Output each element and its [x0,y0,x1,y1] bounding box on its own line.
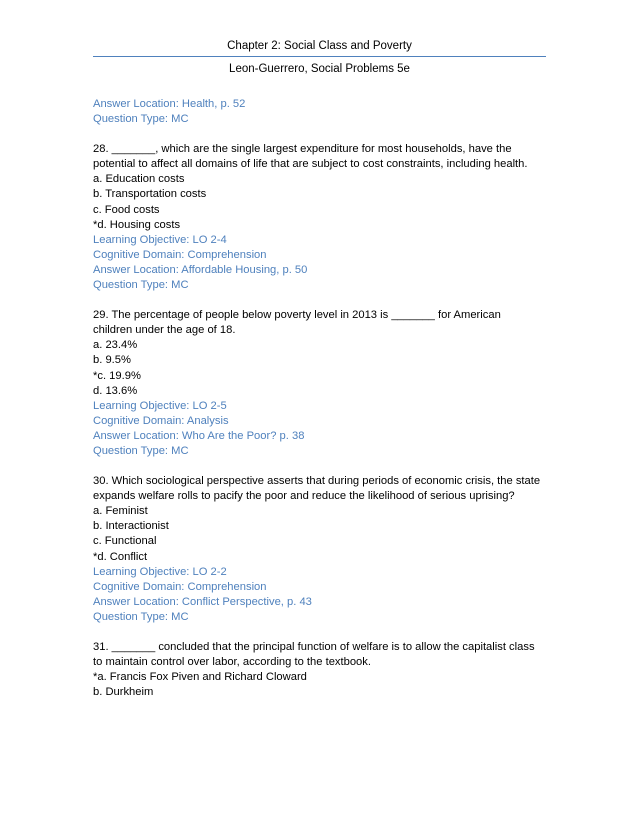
answer-option: c. Functional [93,535,157,548]
spacer [93,127,543,142]
answer-option: b. Interactionist [93,520,169,533]
answer-option: b. 9.5% [93,354,131,367]
answer-option: a. Feminist [93,505,148,518]
answer-option: a. Education costs [93,173,185,186]
question-block [93,640,543,700]
question-stem: 31. _______ concluded that the principal function of welfare is to allow the capitalist class to maintain control over labor, according to the textbook. [93,641,535,669]
question-stem: 28. _______, which are the single largest expenditure for most households, have the potential to affect all domains of life that are subject to cost constraints, including health. [93,143,528,171]
answer-option: *d. Conflict [93,550,148,563]
page-header [93,38,546,77]
answer-option: *c. 19.9% [93,369,141,382]
answer-location: Answer Location: Who Are the Poor? p. 38 [93,429,305,442]
answer-location: Answer Location: Affordable Housing, p. 50 [93,263,308,276]
answer-option: *d. Housing costs [93,218,181,231]
question-type: Question Type: MC [93,444,189,457]
spacer [93,293,543,308]
question-block [93,142,543,293]
cognitive-domain: Cognitive Domain: Comprehension [93,248,267,261]
answer-option: d. 13.6% [93,384,138,397]
spacer [93,459,543,474]
cognitive-domain: Cognitive Domain: Comprehension [93,580,267,593]
question-type: Question Type: MC [93,610,189,623]
document-body [93,97,543,700]
answer-option: a. 23.4% [93,339,138,352]
learning-objective: Learning Objective: LO 2-4 [93,233,227,246]
answer-option: *a. Francis Fox Piven and Richard Cloward [93,671,307,684]
header-rule [93,56,546,57]
answer-option: b. Transportation costs [93,188,207,201]
question-type: Question Type: MC [93,113,189,126]
question-type: Question Type: MC [93,279,189,292]
learning-objective: Learning Objective: LO 2-5 [93,399,227,412]
answer-option: c. Food costs [93,203,160,216]
spacer [93,625,543,640]
answer-location: Answer Location: Health, p. 52 [93,98,246,110]
header-subtitle: Leon-Guerrero, Social Problems 5e [229,63,410,75]
question-block [93,474,543,625]
question-stem: 30. Which sociological perspective asserts that during periods of economic crisis, the state expands welfare rolls to pacify the poor and reduce the likelihood of serious uprising? [93,475,541,503]
answer-option: b. Durkheim [93,686,154,699]
question-block [93,308,543,459]
answer-location: Answer Location: Conflict Perspective, p. 43 [93,595,312,608]
question-stem: 29. The percentage of people below poverty level in 2013 is _______ for American children under the age of 18. [93,309,501,337]
learning-objective: Learning Objective: LO 2-2 [93,565,227,578]
cognitive-domain: Cognitive Domain: Analysis [93,414,229,427]
header-title: Chapter 2: Social Class and Poverty [227,40,412,52]
